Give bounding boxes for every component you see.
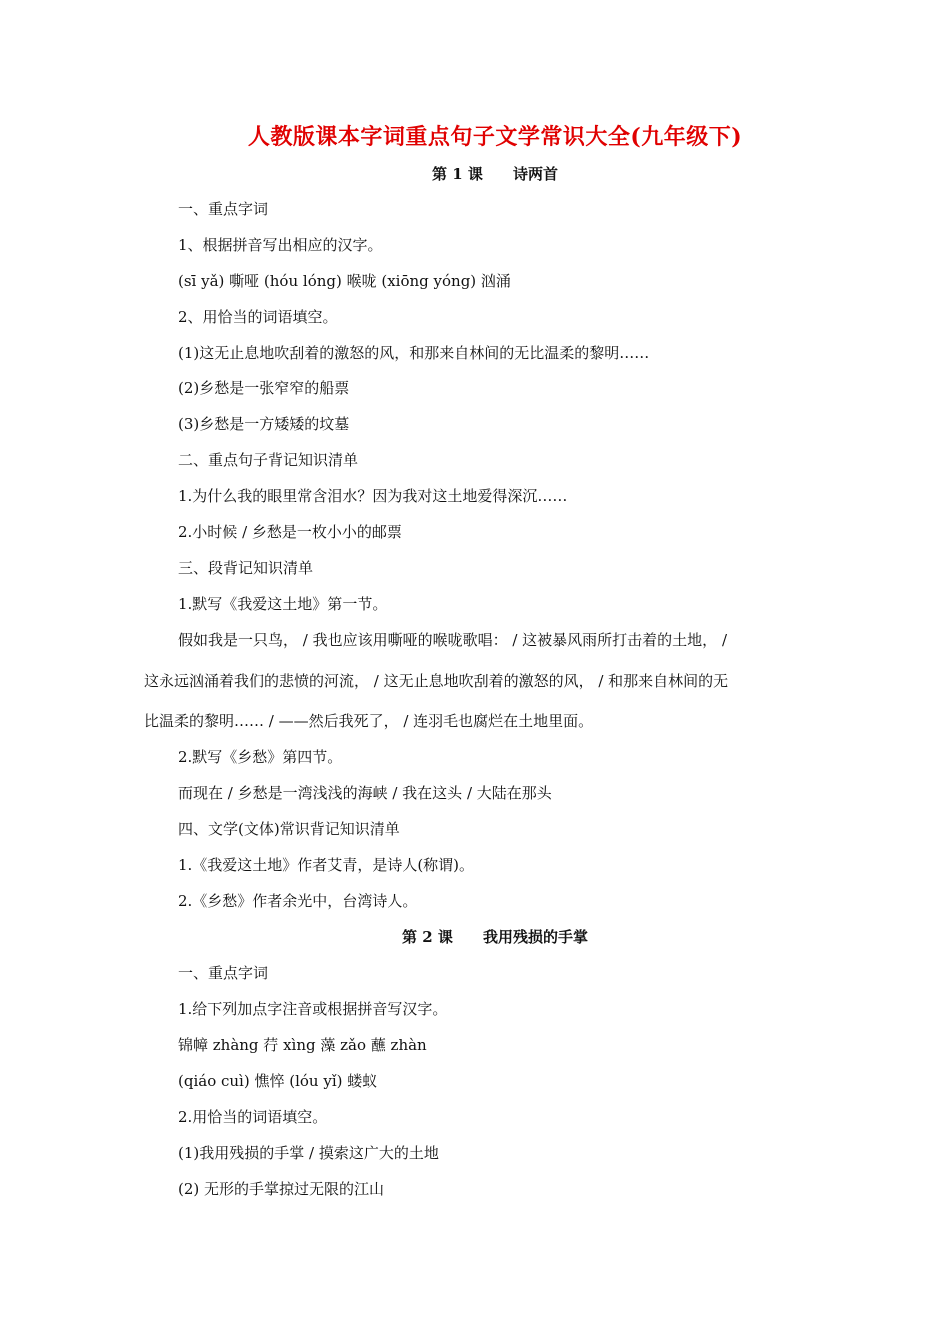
text-line: 四、文学(文体)常识背记知识清单: [178, 820, 400, 838]
text-line: 三、段背记知识清单: [178, 559, 314, 577]
text-line: 比温柔的黎明…… / ——然后我死了， / 连羽毛也腐烂在土地里面。: [144, 712, 594, 730]
text-line: 1、根据拼音写出相应的汉字。: [178, 236, 383, 254]
text-line: (2) 无形的手掌掠过无限的江山: [178, 1180, 385, 1198]
lesson-name: 诗两首: [512, 165, 558, 183]
text-line: (qiáo cuì) 憔悴 (lóu yǐ) 蝼蚁: [178, 1072, 378, 1090]
text-line: 1.给下列加点字注音或根据拼音写汉字。: [178, 1000, 448, 1018]
text-line: 1.《我爱这土地》作者艾青，是诗人(称谓)。: [178, 856, 475, 874]
text-line: (1)我用残损的手掌 / 摸索这广大的土地: [178, 1144, 439, 1162]
text-line: 而现在 / 乡愁是一湾浅浅的海峡 / 我在这头 / 大陆在那头: [178, 784, 552, 802]
text-line: 2.小时候 / 乡愁是一枚小小的邮票: [178, 523, 402, 541]
lesson-name: 我用残损的手掌: [482, 928, 588, 946]
text-line: 这永远汹涌着我们的悲愤的河流， / 这无止息地吹刮着的激怒的风， / 和那来自林间的无: [144, 672, 729, 690]
text-line: (sī yǎ) 嘶哑 (hóu lóng) 喉咙 (xiōng yóng) 汹涌: [178, 272, 511, 290]
text-line: 二、重点句子背记知识清单: [178, 451, 359, 469]
text-line: 锦幛 zhàng 荇 xìng 藻 zǎo 蘸 zhàn: [178, 1036, 427, 1054]
text-line: 2.默写《乡愁》第四节。: [178, 748, 343, 766]
text-line: 1.默写《我爱这土地》第一节。: [178, 595, 388, 613]
text-line: (3)乡愁是一方矮矮的坟墓: [178, 415, 350, 433]
text-line: (1)这无止息地吹刮着的激怒的风，和那来自林间的无比温柔的黎明……: [178, 344, 650, 362]
text-line: 2、用恰当的词语填空。: [178, 308, 338, 326]
document-title: 人教版课本字词重点句子文学常识大全(九年级下): [247, 124, 743, 150]
lesson-2-heading: [0, 926, 950, 947]
text-line: 2.用恰当的词语填空。: [178, 1108, 328, 1126]
lesson-1-heading: [0, 163, 950, 184]
text-line: 一、重点字词: [178, 964, 269, 982]
lesson-number: 第 2 课: [402, 928, 453, 946]
text-line: 一、重点字词: [178, 200, 269, 218]
text-line: 假如我是一只鸟， / 我也应该用嘶哑的喉咙歌唱： / 这被暴风雨所打击着的土地， /: [178, 631, 728, 649]
text-line: 2.《乡愁》作者余光中，台湾诗人。: [178, 892, 418, 910]
text-line: 1.为什么我的眼里常含泪水？因为我对这土地爱得深沉……: [178, 487, 568, 505]
text-line: (2)乡愁是一张窄窄的船票: [178, 379, 350, 397]
lesson-number: 第 1 课: [432, 165, 483, 183]
